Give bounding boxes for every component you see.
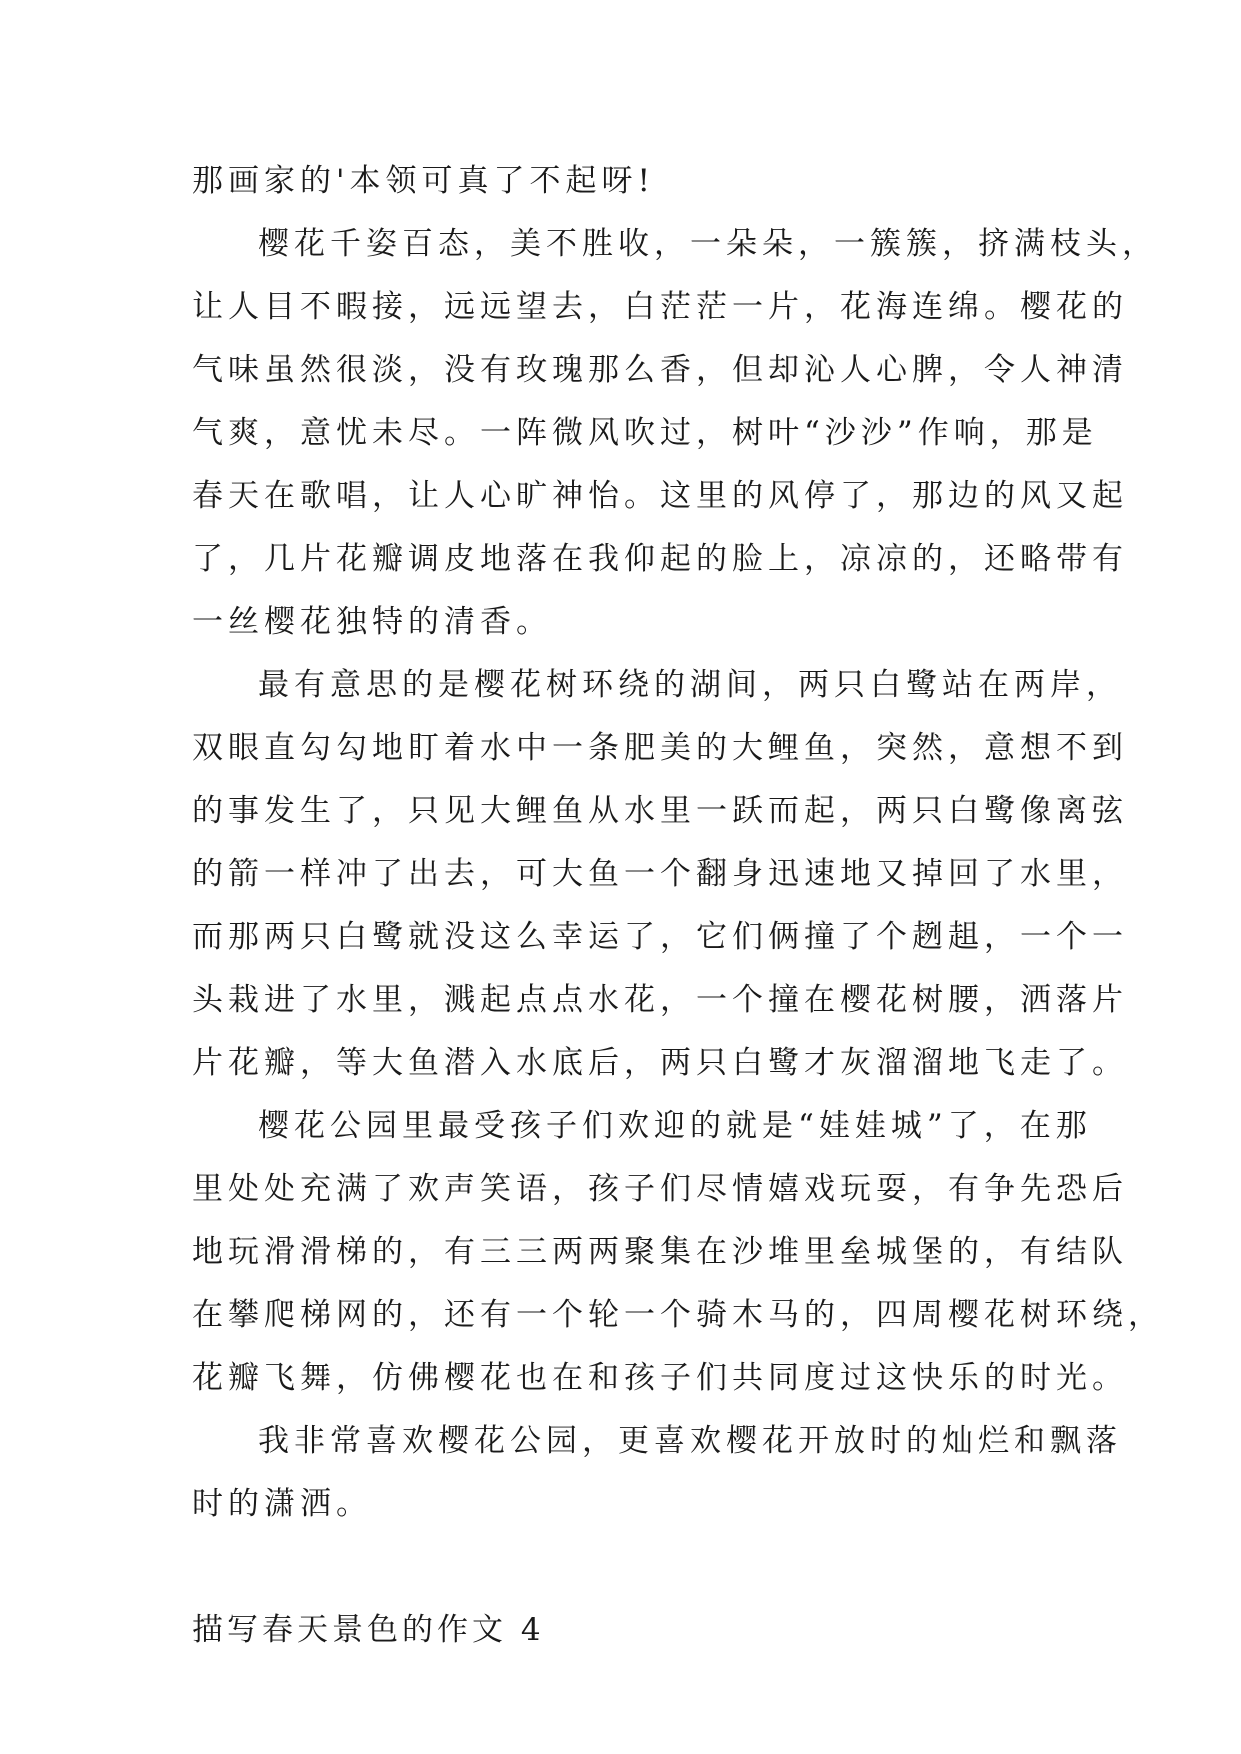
text-line: 的事发生了，只见大鲤鱼从水里一跃而起，两只白鹭像离弦 <box>192 793 1128 829</box>
text-line: 一丝樱花独特的清香。 <box>192 604 552 640</box>
text-line: 花瓣飞舞，仿佛樱花也在和孩子们共同度过这快乐的时光。 <box>192 1360 1128 1396</box>
text-line: 地玩滑滑梯的，有三三两两聚集在沙堆里垒城堡的，有结队 <box>192 1234 1128 1270</box>
text-line: 我非常喜欢樱花公园，更喜欢樱花开放时的灿烂和飘落 <box>258 1423 1122 1459</box>
text-line: 那画家的'本领可真了不起呀! <box>192 163 655 199</box>
text-line: 让人目不暇接，远远望去，白茫茫一片，花海连绵。樱花的 <box>192 289 1128 325</box>
text-line: 最有意思的是樱花树环绕的湖间，两只白鹭站在两岸， <box>258 667 1122 703</box>
text-line: 的箭一样冲了出去，可大鱼一个翻身迅速地又掉回了水里， <box>192 856 1128 892</box>
text-line: 樱花公园里最受孩子们欢迎的就是“娃娃城”了，在那 <box>258 1108 1092 1144</box>
paragraph <box>192 654 1128 1095</box>
text-line: 了，几片花瓣调皮地落在我仰起的脸上，凉凉的，还略带有 <box>192 541 1128 577</box>
paragraph <box>192 1410 1122 1536</box>
section-heading: 描写春天景色的作文 4 <box>192 1612 545 1648</box>
text-line: 双眼直勾勾地盯着水中一条肥美的大鲤鱼，突然，意想不到 <box>192 730 1128 766</box>
text-line: 气爽，意忧未尽。一阵微风吹过，树叶“沙沙”作响，那是 <box>192 415 1098 451</box>
paragraph <box>192 1095 1164 1410</box>
text-line: 时的潇洒。 <box>192 1486 372 1522</box>
text-line: 春天在歌唱，让人心旷神怡。这里的风停了，那边的风又起 <box>192 478 1128 514</box>
text-line: 头栽进了水里，溅起点点水花，一个撞在樱花树腰，洒落片 <box>192 982 1128 1018</box>
spacer <box>192 1536 1072 1599</box>
text-line: 里处处充满了欢声笑语，孩子们尽情嬉戏玩耍，有争先恐后 <box>192 1171 1128 1207</box>
paragraph <box>192 213 1158 654</box>
text-line: 樱花千姿百态，美不胜收，一朵朵，一簇簇，挤满枝头， <box>258 226 1158 262</box>
text-line: 在攀爬梯网的，还有一个轮一个骑木马的，四周樱花树环绕， <box>192 1297 1164 1333</box>
text-line: 而那两只白鹭就没这么幸运了，它们俩撞了个趔趄，一个一 <box>192 919 1128 955</box>
text-line: 片花瓣，等大鱼潜入水底后，两只白鹭才灰溜溜地飞走了。 <box>192 1045 1128 1081</box>
document-body <box>192 150 1164 1662</box>
text-line: 气味虽然很淡，没有玫瑰那么香，但却沁人心脾，令人神清 <box>192 352 1128 388</box>
